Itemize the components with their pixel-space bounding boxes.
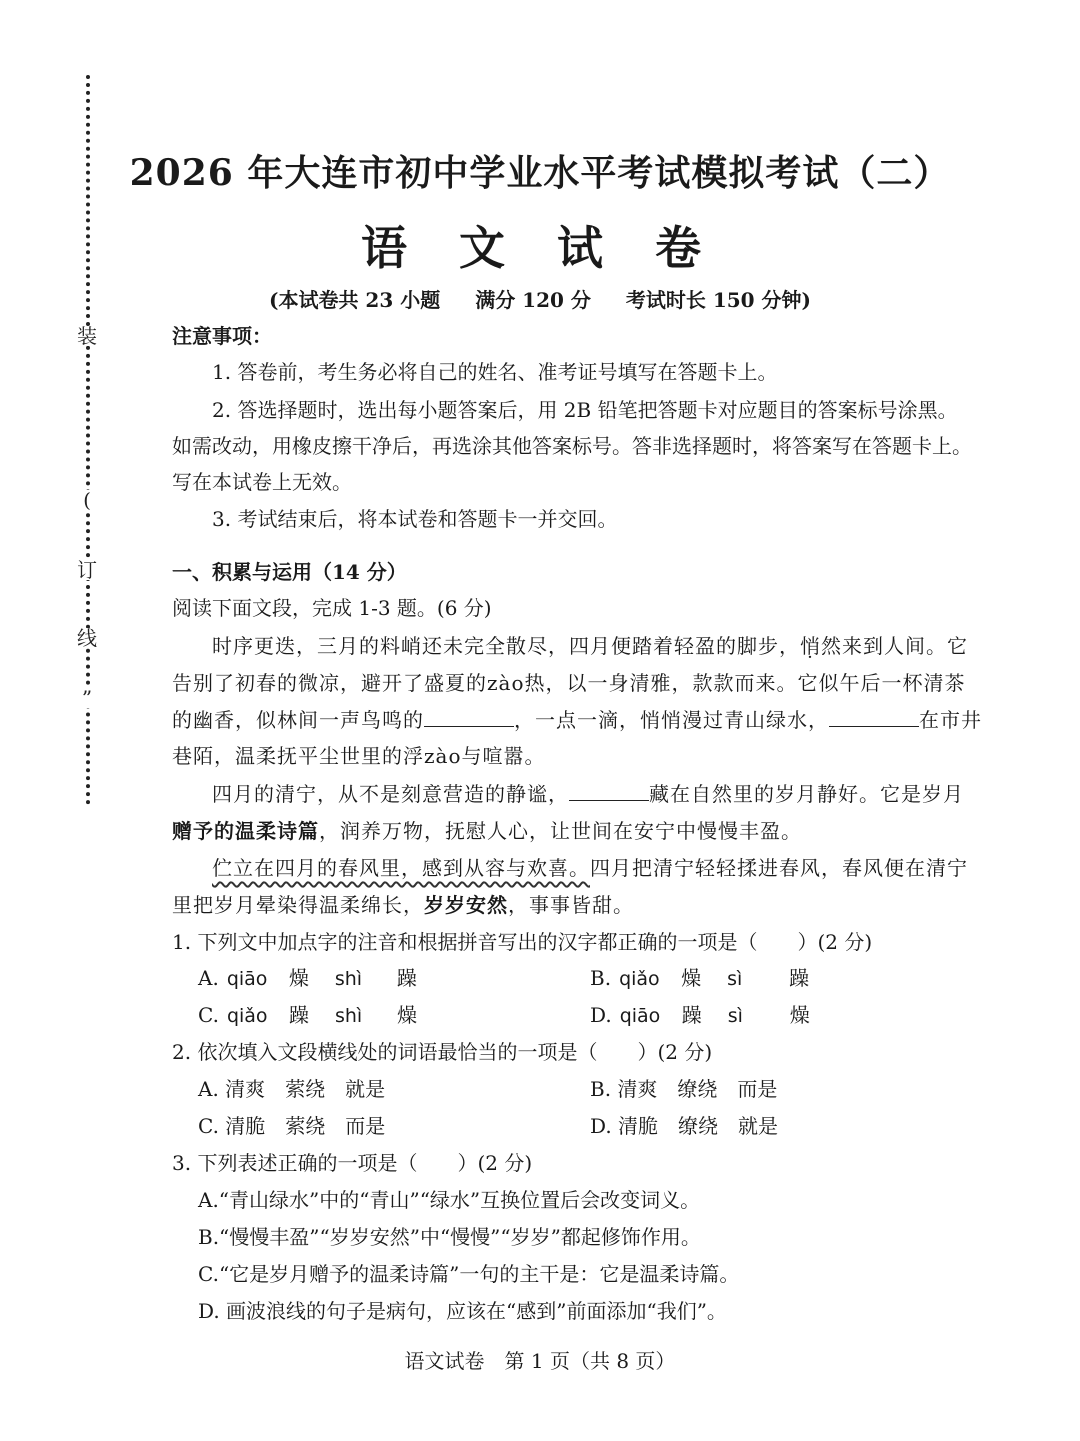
exam-info [0, 284, 1080, 313]
bold-phrase: 赠予的温柔诗篇 [172, 819, 319, 843]
wavy-sentence: 伫立在四月的春风里，感到从容与欢喜。 [212, 856, 590, 880]
question-3-stem: 3. 下列表述正确的一项是（ ）(2 分) [172, 1151, 533, 1175]
passage-line: 赠予的温柔诗篇，润养万物，抚慰人心，让世间在安宁中慢慢丰盈。 [172, 819, 802, 843]
passage-line: 里把岁月晕染得温柔绵长，岁岁安然，事事皆甜。 [172, 893, 634, 917]
binding-label-xian: 线 [72, 628, 102, 648]
passage-line: 的幽香，似林间一声鸟鸣的 ，一点一滴，悄悄漫过青山绿水， 在市井 [172, 708, 982, 732]
fill-blank [424, 708, 514, 727]
q1-option-d[interactable]: D. qiāo 躁 sì 燥 [590, 1003, 810, 1027]
bold-phrase: 岁岁安然 [424, 893, 508, 917]
q3-option-b[interactable]: B.“慢慢丰盈”“岁岁安然”中“慢慢”“岁岁”都起修饰作用。 [198, 1225, 701, 1249]
q1-option-b[interactable]: B. qiǎo 燥 sì 躁 [590, 966, 810, 990]
q2-option-c[interactable]: C. 清脆 萦绕 而是 [198, 1114, 386, 1138]
q2-option-a[interactable]: A. 清爽 萦绕 就是 [198, 1077, 386, 1101]
note-2-cont: 写在本试卷上无效。 [172, 470, 352, 494]
question-2-stem: 2. 依次填入文段横线处的词语最恰当的一项是（ ）(2 分) [172, 1040, 713, 1064]
page-footer: 语文试卷 第 1 页（共 8 页） [404, 1349, 676, 1373]
fill-blank [829, 708, 919, 727]
q3-option-d[interactable]: D. 画波浪线的句子是病句，应该在“感到”前面添加“我们”。 [198, 1299, 727, 1323]
q3-option-a[interactable]: A.“青山绿水”中的“青山”“绿水”互换位置后会改变词义。 [198, 1188, 701, 1212]
note-2: 2. 答选择题时，选出每小题答案后，用 2B 铅笔把答题卡对应题目的答案标号涂黑。 [212, 398, 958, 422]
q3-option-c[interactable]: C.“它是岁月赠予的温柔诗篇”一句的主干是：它是温柔诗篇。 [198, 1262, 740, 1286]
question-1-stem: 1. 下列文中加点字的注音和根据拼音写出的汉字都正确的一项是（ ）(2 分) [172, 930, 873, 954]
note-2-cont: 如需改动，用橡皮擦干净后，再选涂其他答案标号。答非选择题时，将答案写在答题卡上。 [172, 434, 972, 458]
passage-line: 伫立在四月的春风里，感到从容与欢喜。四月把清宁轻轻揉进春风，春风便在清宁 [212, 856, 968, 880]
binding-mark: ” [72, 688, 102, 708]
section-heading: 一、积累与运用（14 分） [172, 560, 407, 584]
dotted-char: 悄 [800, 634, 821, 658]
note-3: 3. 考试结束后，将本试卷和答题卡一并交回。 [212, 507, 618, 531]
subject-title: 语 文 试 卷 [360, 221, 720, 275]
passage-line: 告别了初春的微凉，避开了盛夏的zào热，以一身清雅，款款而来。它似午后一杯清茶 [172, 671, 966, 695]
full-score: 满分 120 分 [475, 288, 591, 312]
q2-option-b[interactable]: B. 清爽 缭绕 而是 [590, 1077, 778, 1101]
passage-intro: 阅读下面文段，完成 1-3 题。(6 分) [172, 596, 492, 620]
binding-mark: ( [72, 490, 102, 510]
binding-label-ding: 订 [72, 560, 102, 580]
q1-option-a[interactable]: A. qiāo 燥 shì 躁 [198, 966, 417, 990]
notes-heading: 注意事项： [172, 324, 272, 348]
passage-line: 巷陌，温柔抚平尘世里的浮zào与喧嚣。 [172, 744, 546, 768]
exam-title: 2026 年大连市初中学业水平考试模拟考试（二） [129, 152, 951, 194]
q2-option-d[interactable]: D. 清脆 缭绕 就是 [590, 1114, 779, 1138]
note-1: 1. 答卷前，考生务必将自己的姓名、准考证号填写在答题卡上。 [212, 360, 778, 384]
exam-duration: 考试时长 150 分钟) [625, 288, 811, 312]
passage-line: 时序更迭，三月的料峭还未完全散尽，四月便踏着轻盈的脚步，悄然来到人间。它 [212, 634, 968, 658]
q1-option-c[interactable]: C. qiǎo 躁 shì 燥 [198, 1003, 417, 1027]
binding-label-zhuang: 装 [72, 326, 102, 346]
fill-blank [569, 782, 649, 801]
passage-line: 四月的清宁，从不是刻意营造的静谧， 藏在自然里的岁月静好。它是岁月 [212, 782, 964, 806]
question-count: (本试卷共 23 小题 [269, 288, 441, 312]
